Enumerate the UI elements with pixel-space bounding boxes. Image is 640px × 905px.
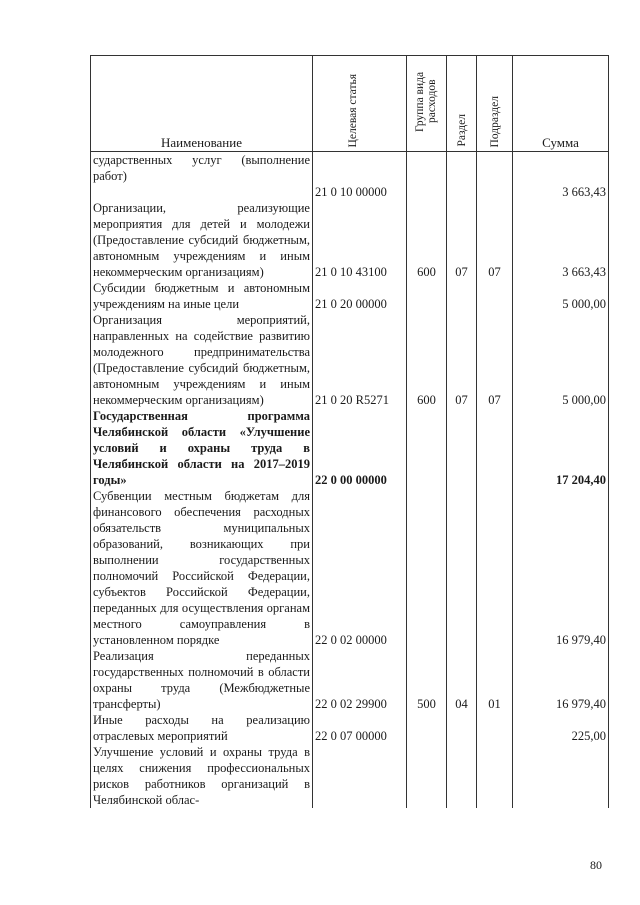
row-subsection (477, 712, 513, 744)
row-subsection (477, 744, 513, 808)
row-code: 21 0 20 R5271 (313, 312, 407, 408)
row-name: Организация мероприятий, направленных на содействие развитию молодежного предпринимательства (Предоставление субсидий бюджетным, автономным учреждениям и иным некоммерческим организациям) (91, 312, 313, 408)
table-body (91, 152, 609, 809)
row-amount: 5 000,00 (513, 312, 609, 408)
row-group: 600 (407, 312, 447, 408)
header-subsection: Подраздел (488, 95, 501, 147)
row-subsection (477, 280, 513, 312)
row-amount (513, 744, 609, 808)
row-group (407, 744, 447, 808)
row-group (407, 280, 447, 312)
row-name: Субсидии бюджетным и автономным учреждениям на иные цели (91, 280, 313, 312)
row-subsection (477, 408, 513, 488)
row-name: Улучшение условий и охраны труда в целях снижения профессиональных рисков работников организаций в Челябинской облас- (91, 744, 313, 808)
row-group: 500 (407, 648, 447, 712)
header-expense-group: Группа вида расходов (413, 71, 438, 132)
row-section (447, 488, 477, 648)
table-row (91, 712, 609, 744)
table-row (91, 744, 609, 808)
row-amount: 16 979,40 (513, 648, 609, 712)
table-row (91, 184, 609, 200)
row-subsection (477, 184, 513, 200)
row-amount: 225,00 (513, 712, 609, 744)
budget-table (90, 55, 609, 808)
header-amount: Сумма (513, 56, 609, 152)
row-section: 07 (447, 200, 477, 280)
row-code (313, 152, 407, 185)
row-section (447, 280, 477, 312)
row-group (407, 712, 447, 744)
row-group (407, 152, 447, 185)
row-code: 21 0 10 43100 (313, 200, 407, 280)
row-code: 22 0 00 00000 (313, 408, 407, 488)
header-name: Наименование (91, 56, 313, 152)
row-name: Государственная программа Челябинской области «Улучшение условий и охраны труда в Челябинской области на 2017–2019 годы» (91, 408, 313, 488)
table-row (91, 648, 609, 712)
row-group (407, 184, 447, 200)
page-number: 80 (590, 858, 602, 872)
header-section: Раздел (455, 114, 468, 147)
row-amount: 5 000,00 (513, 280, 609, 312)
row-amount (513, 152, 609, 185)
row-section: 07 (447, 312, 477, 408)
row-section (447, 712, 477, 744)
row-code (313, 744, 407, 808)
row-code: 22 0 07 00000 (313, 712, 407, 744)
row-subsection: 01 (477, 648, 513, 712)
row-group (407, 408, 447, 488)
row-name: Реализация переданных государственных полномочий в области охраны труда (Межбюджетные трансферты) (91, 648, 313, 712)
row-name: Субвенции местным бюджетам для финансового обеспечения расходных обязательств муниципальных образований, возникающих при выполнении государственных полномочий Российской Федерации, субъектов Российской Федерации, переданных для осуществления органам местного самоуправления в установленном порядке (91, 488, 313, 648)
row-code: 21 0 10 00000 (313, 184, 407, 200)
row-section (447, 408, 477, 488)
row-amount: 3 663,43 (513, 200, 609, 280)
table-row (91, 152, 609, 185)
row-amount: 16 979,40 (513, 488, 609, 648)
row-amount: 3 663,43 (513, 184, 609, 200)
table-header-row (91, 56, 609, 152)
table-row (91, 488, 609, 648)
row-group (407, 488, 447, 648)
row-name: Организации, реализующие мероприятия для детей и молодежи (Предоставление субсидий бюджетным, автономным учреждениям и иным некоммерческим организациям) (91, 200, 313, 280)
row-subsection: 07 (477, 312, 513, 408)
row-amount: 17 204,40 (513, 408, 609, 488)
row-subsection (477, 488, 513, 648)
row-section (447, 744, 477, 808)
table-row-program (91, 408, 609, 488)
table-row (91, 200, 609, 280)
row-code: 21 0 20 00000 (313, 280, 407, 312)
table-row (91, 312, 609, 408)
header-target-article: Целевая статья (346, 73, 359, 147)
row-code: 22 0 02 29900 (313, 648, 407, 712)
row-name: сударственных услуг (выполнение работ) (91, 152, 313, 185)
row-name: Иные расходы на реализацию отраслевых мероприятий (91, 712, 313, 744)
row-name (91, 184, 313, 200)
row-subsection: 07 (477, 200, 513, 280)
row-subsection (477, 152, 513, 185)
row-code: 22 0 02 00000 (313, 488, 407, 648)
row-section (447, 152, 477, 185)
table-row (91, 280, 609, 312)
row-section: 04 (447, 648, 477, 712)
row-section (447, 184, 477, 200)
row-group: 600 (407, 200, 447, 280)
